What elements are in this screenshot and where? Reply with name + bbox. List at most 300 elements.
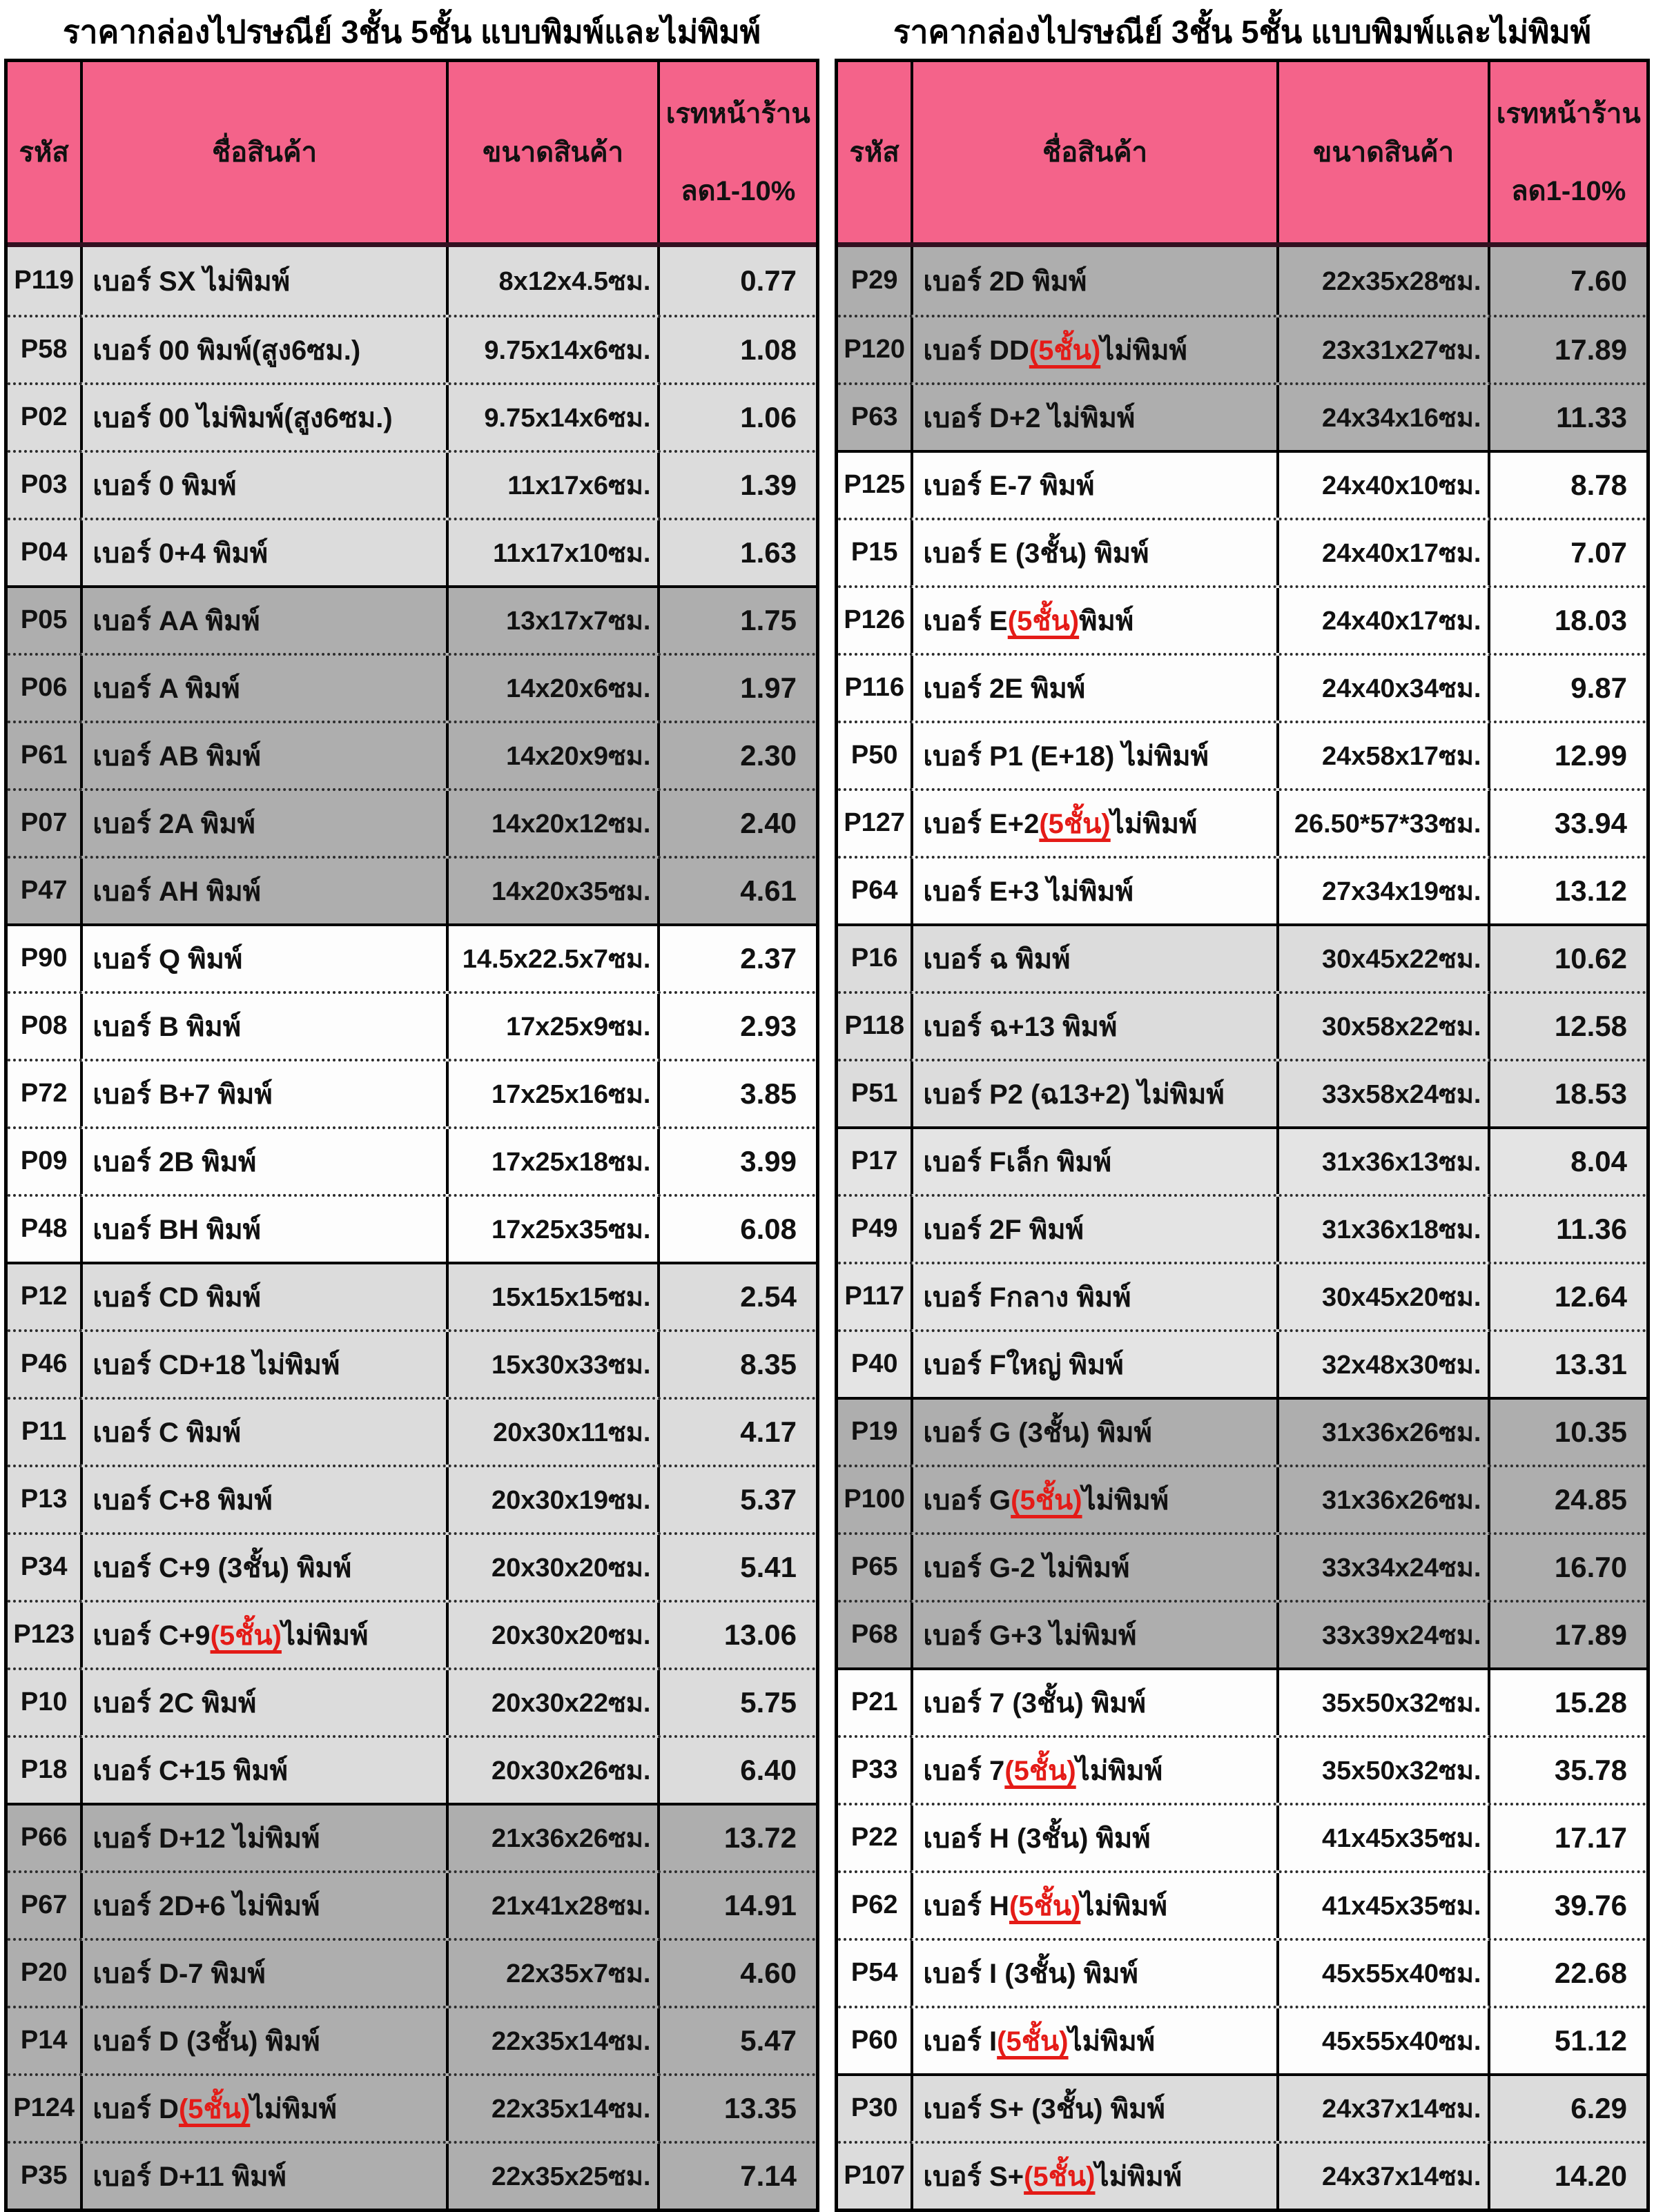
name-cell	[911, 2076, 1276, 2141]
size-cell: 31x36x26ซม.	[1276, 1467, 1488, 1532]
name-text: เบอร์ C พิมพ์	[93, 1417, 242, 1448]
size-cell: 11x17x6ซม.	[446, 453, 658, 518]
price-cell: 12.58	[1488, 994, 1646, 1059]
size-cell: 17x25x9ซม.	[446, 994, 658, 1059]
code-cell: P67	[20, 1890, 68, 1920]
size-cell: 14x20x6ซม.	[446, 656, 658, 721]
name-text: เบอร์ Fเล็ก พิมพ์	[923, 1146, 1112, 1177]
table-row	[8, 585, 816, 653]
table-body-right	[838, 247, 1646, 2209]
name-highlight-5layer: (5ชั้น)	[178, 2093, 251, 2124]
code-cell: P117	[844, 1282, 905, 1311]
size-cell: 27x34x19ซม.	[1276, 859, 1488, 923]
price-cell: 5.41	[657, 1535, 816, 1600]
size-cell: 24x37x14ซม.	[1276, 2144, 1488, 2209]
name-text: เบอร์ AB พิมพ์	[93, 741, 262, 772]
price-cell: 13.12	[1488, 859, 1646, 923]
size-cell: 15x15x15ซม.	[446, 1264, 658, 1329]
price-cell: 6.40	[657, 1738, 816, 1803]
size-cell: 24x58x17ซม.	[1276, 723, 1488, 788]
code-cell: P07	[20, 808, 68, 838]
price-cell: 5.75	[657, 1670, 816, 1735]
name-text: เบอร์ DD	[923, 335, 1029, 366]
name-cell	[80, 1603, 445, 1667]
size-cell: 24x40x34ซม.	[1276, 656, 1488, 721]
price-cell: 7.60	[1488, 247, 1646, 315]
name-text: เบอร์ 2D พิมพ์	[923, 266, 1087, 297]
name-text: เบอร์ CD พิมพ์	[93, 1282, 262, 1313]
name-text: เบอร์ 0 พิมพ์	[93, 470, 237, 501]
size-cell: 24x40x17ซม.	[1276, 588, 1488, 653]
table-row	[838, 1126, 1646, 1194]
price-cell: 10.62	[1488, 926, 1646, 991]
code-cell: P58	[20, 335, 68, 364]
name-text: เบอร์ BH พิมพ์	[93, 1214, 262, 1245]
table-row	[8, 315, 816, 382]
price-cell: 3.99	[657, 1129, 816, 1194]
name-text: เบอร์ E+3 ไม่พิมพ์	[923, 876, 1134, 907]
table-row	[838, 1194, 1646, 1262]
table-row	[8, 1194, 816, 1262]
name-cell	[80, 1061, 445, 1126]
table-row	[8, 450, 816, 518]
table-row	[8, 1735, 816, 1803]
name-highlight-5layer: (5ชั้น)	[210, 1620, 282, 1651]
name-cell	[911, 1670, 1276, 1735]
price-cell: 13.72	[657, 1805, 816, 1870]
table-row	[8, 788, 816, 856]
code-cell: P05	[20, 605, 68, 635]
name-text: ไม่พิมพ์	[1076, 1755, 1163, 1786]
table-row	[838, 721, 1646, 788]
name-text: เบอร์ 7	[923, 1755, 1005, 1786]
size-cell: 22x35x7ซม.	[446, 1941, 658, 2006]
size-cell: 20x30x20ซม.	[446, 1603, 658, 1667]
size-cell: 20x30x26ซม.	[446, 1738, 658, 1803]
code-cell: P09	[20, 1146, 68, 1176]
name-text: เบอร์ G	[923, 1485, 1011, 1516]
size-cell: 31x36x18ซม.	[1276, 1197, 1488, 1262]
page-title-left: ราคากล่องไปรษณีย์ 3ชั้น 5ชั้น แบบพิมพ์และไม่พิมพ์	[62, 14, 761, 50]
name-cell	[80, 2008, 445, 2073]
name-text: เบอร์ S+	[923, 2161, 1024, 2192]
price-cell: 2.40	[657, 791, 816, 856]
name-text: เบอร์ P1 (E+18) ไม่พิมพ์	[923, 741, 1209, 772]
price-cell: 2.93	[657, 994, 816, 1059]
price-cell: 9.87	[1488, 656, 1646, 721]
name-cell	[80, 2144, 445, 2209]
size-cell: 45x55x40ซม.	[1276, 2008, 1488, 2073]
table-row	[8, 1600, 816, 1667]
name-text: เบอร์ H (3ชั้น) พิมพ์	[923, 1823, 1151, 1854]
size-cell: 35x50x32ซม.	[1276, 1670, 1488, 1735]
price-cell: 5.47	[657, 2008, 816, 2073]
price-cell: 6.08	[657, 1197, 816, 1262]
code-cell: P29	[850, 266, 898, 295]
name-cell	[80, 1129, 445, 1194]
code-cell: P03	[20, 470, 68, 500]
table-row	[838, 585, 1646, 653]
code-cell: P54	[850, 1958, 898, 1988]
name-cell	[80, 656, 445, 721]
name-cell	[80, 453, 445, 518]
name-cell	[911, 2144, 1276, 2209]
table-row	[838, 1397, 1646, 1465]
code-cell: P11	[21, 1417, 67, 1447]
table-row	[838, 2141, 1646, 2209]
name-text: เบอร์ S+ (3ชั้น) พิมพ์	[923, 2093, 1165, 2124]
name-text: ไม่พิมพ์	[281, 1620, 369, 1651]
name-text: เบอร์ D+12 ไม่พิมพ์	[93, 1823, 320, 1854]
size-cell: 20x30x22ซม.	[446, 1670, 658, 1735]
table-row	[838, 1600, 1646, 1667]
header-rate-line1: เรทหน้าร้าน	[665, 99, 810, 130]
size-cell: 14x20x12ซม.	[446, 791, 658, 856]
price-cell: 6.29	[1488, 2076, 1646, 2141]
price-cell: 16.70	[1488, 1535, 1646, 1600]
name-cell	[80, 1467, 445, 1532]
name-cell	[911, 1061, 1276, 1126]
name-text: เบอร์ G+3 ไม่พิมพ์	[923, 1620, 1137, 1651]
header-product-name: ชื่อสินค้า	[911, 62, 1276, 242]
table-row	[8, 2006, 816, 2073]
name-text: ไม่พิมพ์	[1080, 1890, 1167, 1921]
name-cell	[911, 1805, 1276, 1870]
name-cell	[80, 317, 445, 382]
name-text: เบอร์ AA พิมพ์	[93, 605, 260, 636]
code-cell: P13	[20, 1485, 68, 1514]
name-cell	[80, 859, 445, 923]
name-text: ไม่พิมพ์	[1095, 2161, 1183, 2192]
table-row	[838, 247, 1646, 315]
name-cell	[80, 1805, 445, 1870]
name-cell	[80, 926, 445, 991]
price-cell: 4.61	[657, 859, 816, 923]
name-cell	[911, 2008, 1276, 2073]
price-cell: 22.68	[1488, 1941, 1646, 2006]
name-cell	[80, 1264, 445, 1329]
size-cell: 13x17x7ซม.	[446, 588, 658, 653]
name-cell	[911, 247, 1276, 315]
size-cell: 22x35x28ซม.	[1276, 247, 1488, 315]
size-cell: 17x25x18ซม.	[446, 1129, 658, 1194]
size-cell: 20x30x11ซม.	[446, 1400, 658, 1465]
price-cell: 1.06	[657, 385, 816, 450]
name-cell	[911, 859, 1276, 923]
price-cell: 3.85	[657, 1061, 816, 1126]
size-cell: 22x35x14ซม.	[446, 2008, 658, 2073]
name-cell	[911, 1941, 1276, 2006]
price-cell: 13.06	[657, 1603, 816, 1667]
code-cell: P124	[13, 2093, 75, 2123]
code-cell: P35	[20, 2161, 68, 2191]
name-text: เบอร์ C+9	[93, 1620, 211, 1651]
size-cell: 35x50x32ซม.	[1276, 1738, 1488, 1803]
name-text: เบอร์ C+9 (3ชั้น) พิมพ์	[93, 1552, 352, 1583]
name-cell	[80, 2076, 445, 2141]
price-cell: 4.17	[657, 1400, 816, 1465]
table-row	[838, 315, 1646, 382]
code-cell: P119	[14, 266, 75, 295]
name-text: เบอร์ 2B พิมพ์	[93, 1146, 257, 1177]
price-cell: 8.04	[1488, 1129, 1646, 1194]
name-cell	[80, 520, 445, 585]
price-cell: 33.94	[1488, 791, 1646, 856]
price-cell: 8.78	[1488, 453, 1646, 518]
size-cell: 17x25x35ซม.	[446, 1197, 658, 1262]
size-cell: 24x40x17ซม.	[1276, 520, 1488, 585]
code-cell: P22	[850, 1823, 898, 1852]
name-text: เบอร์ AH พิมพ์	[93, 876, 262, 907]
name-cell	[911, 1603, 1276, 1667]
code-cell: P21	[850, 1687, 898, 1717]
price-cell: 1.97	[657, 656, 816, 721]
header-rate-line2: ลด1-10%	[681, 176, 796, 207]
name-cell	[80, 1535, 445, 1600]
code-cell: P16	[850, 943, 898, 973]
name-highlight-5layer: (5ชั้น)	[1007, 605, 1080, 636]
price-cell: 18.03	[1488, 588, 1646, 653]
code-cell: P06	[20, 673, 68, 703]
name-cell	[911, 1467, 1276, 1532]
name-text: พิมพ์	[1079, 605, 1134, 636]
name-text: เบอร์ ฉ พิมพ์	[923, 943, 1071, 975]
table-row	[838, 1329, 1646, 1397]
table-row	[8, 1059, 816, 1126]
size-cell: 21x41x28ซม.	[446, 1873, 658, 1938]
name-text: เบอร์ 7 (3ชั้น) พิมพ์	[923, 1687, 1147, 1719]
table-row	[8, 721, 816, 788]
code-cell: P30	[850, 2093, 898, 2123]
code-cell: P60	[850, 2026, 898, 2055]
size-cell: 14x20x9ซม.	[446, 723, 658, 788]
name-text: เบอร์ CD+18 ไม่พิมพ์	[93, 1349, 340, 1380]
code-cell: P107	[844, 2161, 906, 2191]
size-cell: 30x45x22ซม.	[1276, 926, 1488, 991]
code-cell: P47	[20, 876, 68, 906]
size-cell: 33x58x24ซม.	[1276, 1061, 1488, 1126]
size-cell: 24x40x10ซม.	[1276, 453, 1488, 518]
name-text: เบอร์ B+7 พิมพ์	[93, 1079, 273, 1110]
code-cell: P123	[13, 1620, 75, 1650]
name-cell	[80, 1941, 445, 2006]
table-row	[8, 382, 816, 450]
code-cell: P118	[844, 1011, 905, 1041]
size-cell: 26.50*57*33ซม.	[1276, 791, 1488, 856]
code-cell: P64	[850, 876, 898, 906]
code-cell: P72	[20, 1079, 68, 1108]
name-text: เบอร์ B พิมพ์	[93, 1011, 242, 1042]
price-cell: 1.08	[657, 317, 816, 382]
header-size: ขนาดสินค้า	[446, 62, 658, 242]
name-text: เบอร์ E-7 พิมพ์	[923, 470, 1095, 501]
name-text: เบอร์ D	[93, 2093, 179, 2124]
table-row	[838, 788, 1646, 856]
name-text: เบอร์ G-2 ไม่พิมพ์	[923, 1552, 1130, 1583]
name-cell	[80, 1332, 445, 1397]
code-cell: P17	[850, 1146, 898, 1176]
code-cell: P61	[20, 741, 68, 770]
table-row	[838, 1465, 1646, 1532]
name-cell	[911, 1197, 1276, 1262]
name-text: เบอร์ 00 ไม่พิมพ์(สูง6ซม.)	[93, 402, 393, 433]
table-row	[838, 2073, 1646, 2141]
name-text: เบอร์ C+8 พิมพ์	[93, 1485, 273, 1516]
table-row	[8, 1465, 816, 1532]
code-cell: P10	[20, 1687, 68, 1717]
name-text: เบอร์ 2D+6 ไม่พิมพ์	[93, 1890, 320, 1921]
price-cell: 11.36	[1488, 1197, 1646, 1262]
price-cell: 13.35	[657, 2076, 816, 2141]
name-text: เบอร์ 2E พิมพ์	[923, 673, 1086, 704]
code-cell: P126	[844, 605, 906, 635]
name-text: เบอร์ Fใหญ่ พิมพ์	[923, 1349, 1124, 1380]
code-cell: P62	[850, 1890, 898, 1920]
table-body-left	[8, 247, 816, 2209]
size-cell: 30x45x20ซม.	[1276, 1264, 1488, 1329]
name-text: เบอร์ 2C พิมพ์	[93, 1687, 257, 1719]
name-cell	[911, 317, 1276, 382]
size-cell: 31x36x13ซม.	[1276, 1129, 1488, 1194]
table-row	[8, 2073, 816, 2141]
name-cell	[80, 385, 445, 450]
price-cell: 14.20	[1488, 2144, 1646, 2209]
code-cell: P48	[20, 1214, 68, 1244]
name-highlight-5layer: (5ชั้น)	[1024, 2161, 1096, 2192]
name-text: เบอร์ I (3ชั้น) พิมพ์	[923, 1958, 1138, 1989]
price-cell: 7.07	[1488, 520, 1646, 585]
name-cell	[80, 247, 445, 315]
price-cell: 11.33	[1488, 385, 1646, 450]
price-cell: 17.89	[1488, 317, 1646, 382]
name-cell	[911, 994, 1276, 1059]
name-text: เบอร์ C+15 พิมพ์	[93, 1755, 289, 1786]
name-text: เบอร์ D-7 พิมพ์	[93, 1958, 266, 1989]
price-cell: 24.85	[1488, 1467, 1646, 1532]
table-row	[8, 247, 816, 315]
table-row	[838, 1938, 1646, 2006]
code-cell: P14	[20, 2026, 68, 2055]
price-cell: 1.39	[657, 453, 816, 518]
name-cell	[911, 1535, 1276, 1600]
name-cell	[911, 1738, 1276, 1803]
table-row	[838, 653, 1646, 721]
table-row	[8, 518, 816, 585]
table-row	[838, 382, 1646, 450]
size-cell: 45x55x40ซม.	[1276, 1941, 1488, 2006]
name-cell	[911, 723, 1276, 788]
price-cell: 39.76	[1488, 1873, 1646, 1938]
table-row	[838, 1532, 1646, 1600]
price-cell: 8.35	[657, 1332, 816, 1397]
code-cell: P20	[20, 1958, 68, 1988]
size-cell: 22x35x14ซม.	[446, 2076, 658, 2141]
price-cell: 35.78	[1488, 1738, 1646, 1803]
code-cell: P68	[850, 1620, 898, 1650]
name-highlight-5layer: (5ชั้น)	[1039, 808, 1111, 839]
size-cell: 41x45x35ซม.	[1276, 1873, 1488, 1938]
name-cell	[80, 723, 445, 788]
price-cell: 17.89	[1488, 1603, 1646, 1667]
name-highlight-5layer: (5ชั้น)	[1011, 1485, 1082, 1516]
size-cell: 41x45x35ซม.	[1276, 1805, 1488, 1870]
name-text: เบอร์ P2 (ฉ13+2) ไม่พิมพ์	[923, 1079, 1225, 1110]
name-cell	[80, 588, 445, 653]
name-highlight-5layer: (5ชั้น)	[1004, 1755, 1076, 1786]
price-table-left	[4, 59, 819, 2212]
table-row	[838, 923, 1646, 991]
size-cell: 22x35x25ซม.	[446, 2144, 658, 2209]
name-text: เบอร์ E (3ชั้น) พิมพ์	[923, 538, 1149, 569]
name-cell	[80, 1670, 445, 1735]
size-cell: 14x20x35ซม.	[446, 859, 658, 923]
code-cell: P34	[20, 1552, 68, 1582]
name-cell	[80, 994, 445, 1059]
price-cell: 2.54	[657, 1264, 816, 1329]
code-cell: P50	[850, 741, 898, 770]
size-cell: 14.5x22.5x7ซม.	[446, 926, 658, 991]
table-row	[838, 1735, 1646, 1803]
name-cell	[911, 588, 1276, 653]
table-row	[838, 1803, 1646, 1870]
table-header-left	[8, 62, 816, 247]
price-cell: 15.28	[1488, 1670, 1646, 1735]
price-cell: 1.75	[657, 588, 816, 653]
table-row	[8, 2141, 816, 2209]
code-cell: P49	[850, 1214, 898, 1244]
size-cell: 8x12x4.5ซม.	[446, 247, 658, 315]
price-table-right	[835, 59, 1650, 2212]
table-row	[838, 2006, 1646, 2073]
size-cell: 24x34x16ซม.	[1276, 385, 1488, 450]
table-row	[838, 450, 1646, 518]
price-cell: 1.63	[657, 520, 816, 585]
code-cell: P15	[850, 538, 898, 567]
code-cell: P116	[844, 673, 905, 703]
name-cell	[80, 1197, 445, 1262]
table-row	[838, 1667, 1646, 1735]
name-text: เบอร์ 2F พิมพ์	[923, 1214, 1084, 1245]
name-text: เบอร์ A พิมพ์	[93, 673, 240, 704]
name-highlight-5layer: (5ชั้น)	[1009, 1890, 1081, 1921]
size-cell: 24x37x14ซม.	[1276, 2076, 1488, 2141]
price-cell: 17.17	[1488, 1805, 1646, 1870]
name-cell	[80, 1400, 445, 1465]
code-cell: P65	[850, 1552, 898, 1582]
price-table-right-panel	[835, 0, 1650, 2212]
price-cell: 2.30	[657, 723, 816, 788]
name-cell	[80, 791, 445, 856]
name-text: เบอร์ Q พิมพ์	[93, 943, 243, 975]
table-row	[838, 856, 1646, 923]
header-rate-line2: ลด1-10%	[1511, 176, 1626, 207]
name-text: เบอร์ ฉ+13 พิมพ์	[923, 1011, 1118, 1042]
name-cell	[911, 656, 1276, 721]
name-text: เบอร์ H	[923, 1890, 1009, 1921]
table-row	[8, 923, 816, 991]
table-row	[8, 856, 816, 923]
table-row	[838, 1059, 1646, 1126]
name-text: เบอร์ SX ไม่พิมพ์	[93, 266, 291, 297]
name-cell	[911, 1873, 1276, 1938]
price-table-left-panel	[4, 0, 819, 2212]
code-cell: P66	[20, 1823, 68, 1852]
name-cell	[911, 791, 1276, 856]
price-cell: 4.60	[657, 1941, 816, 2006]
price-cell: 18.53	[1488, 1061, 1646, 1126]
table-row	[8, 1532, 816, 1600]
name-text: เบอร์ D+11 พิมพ์	[93, 2161, 286, 2192]
